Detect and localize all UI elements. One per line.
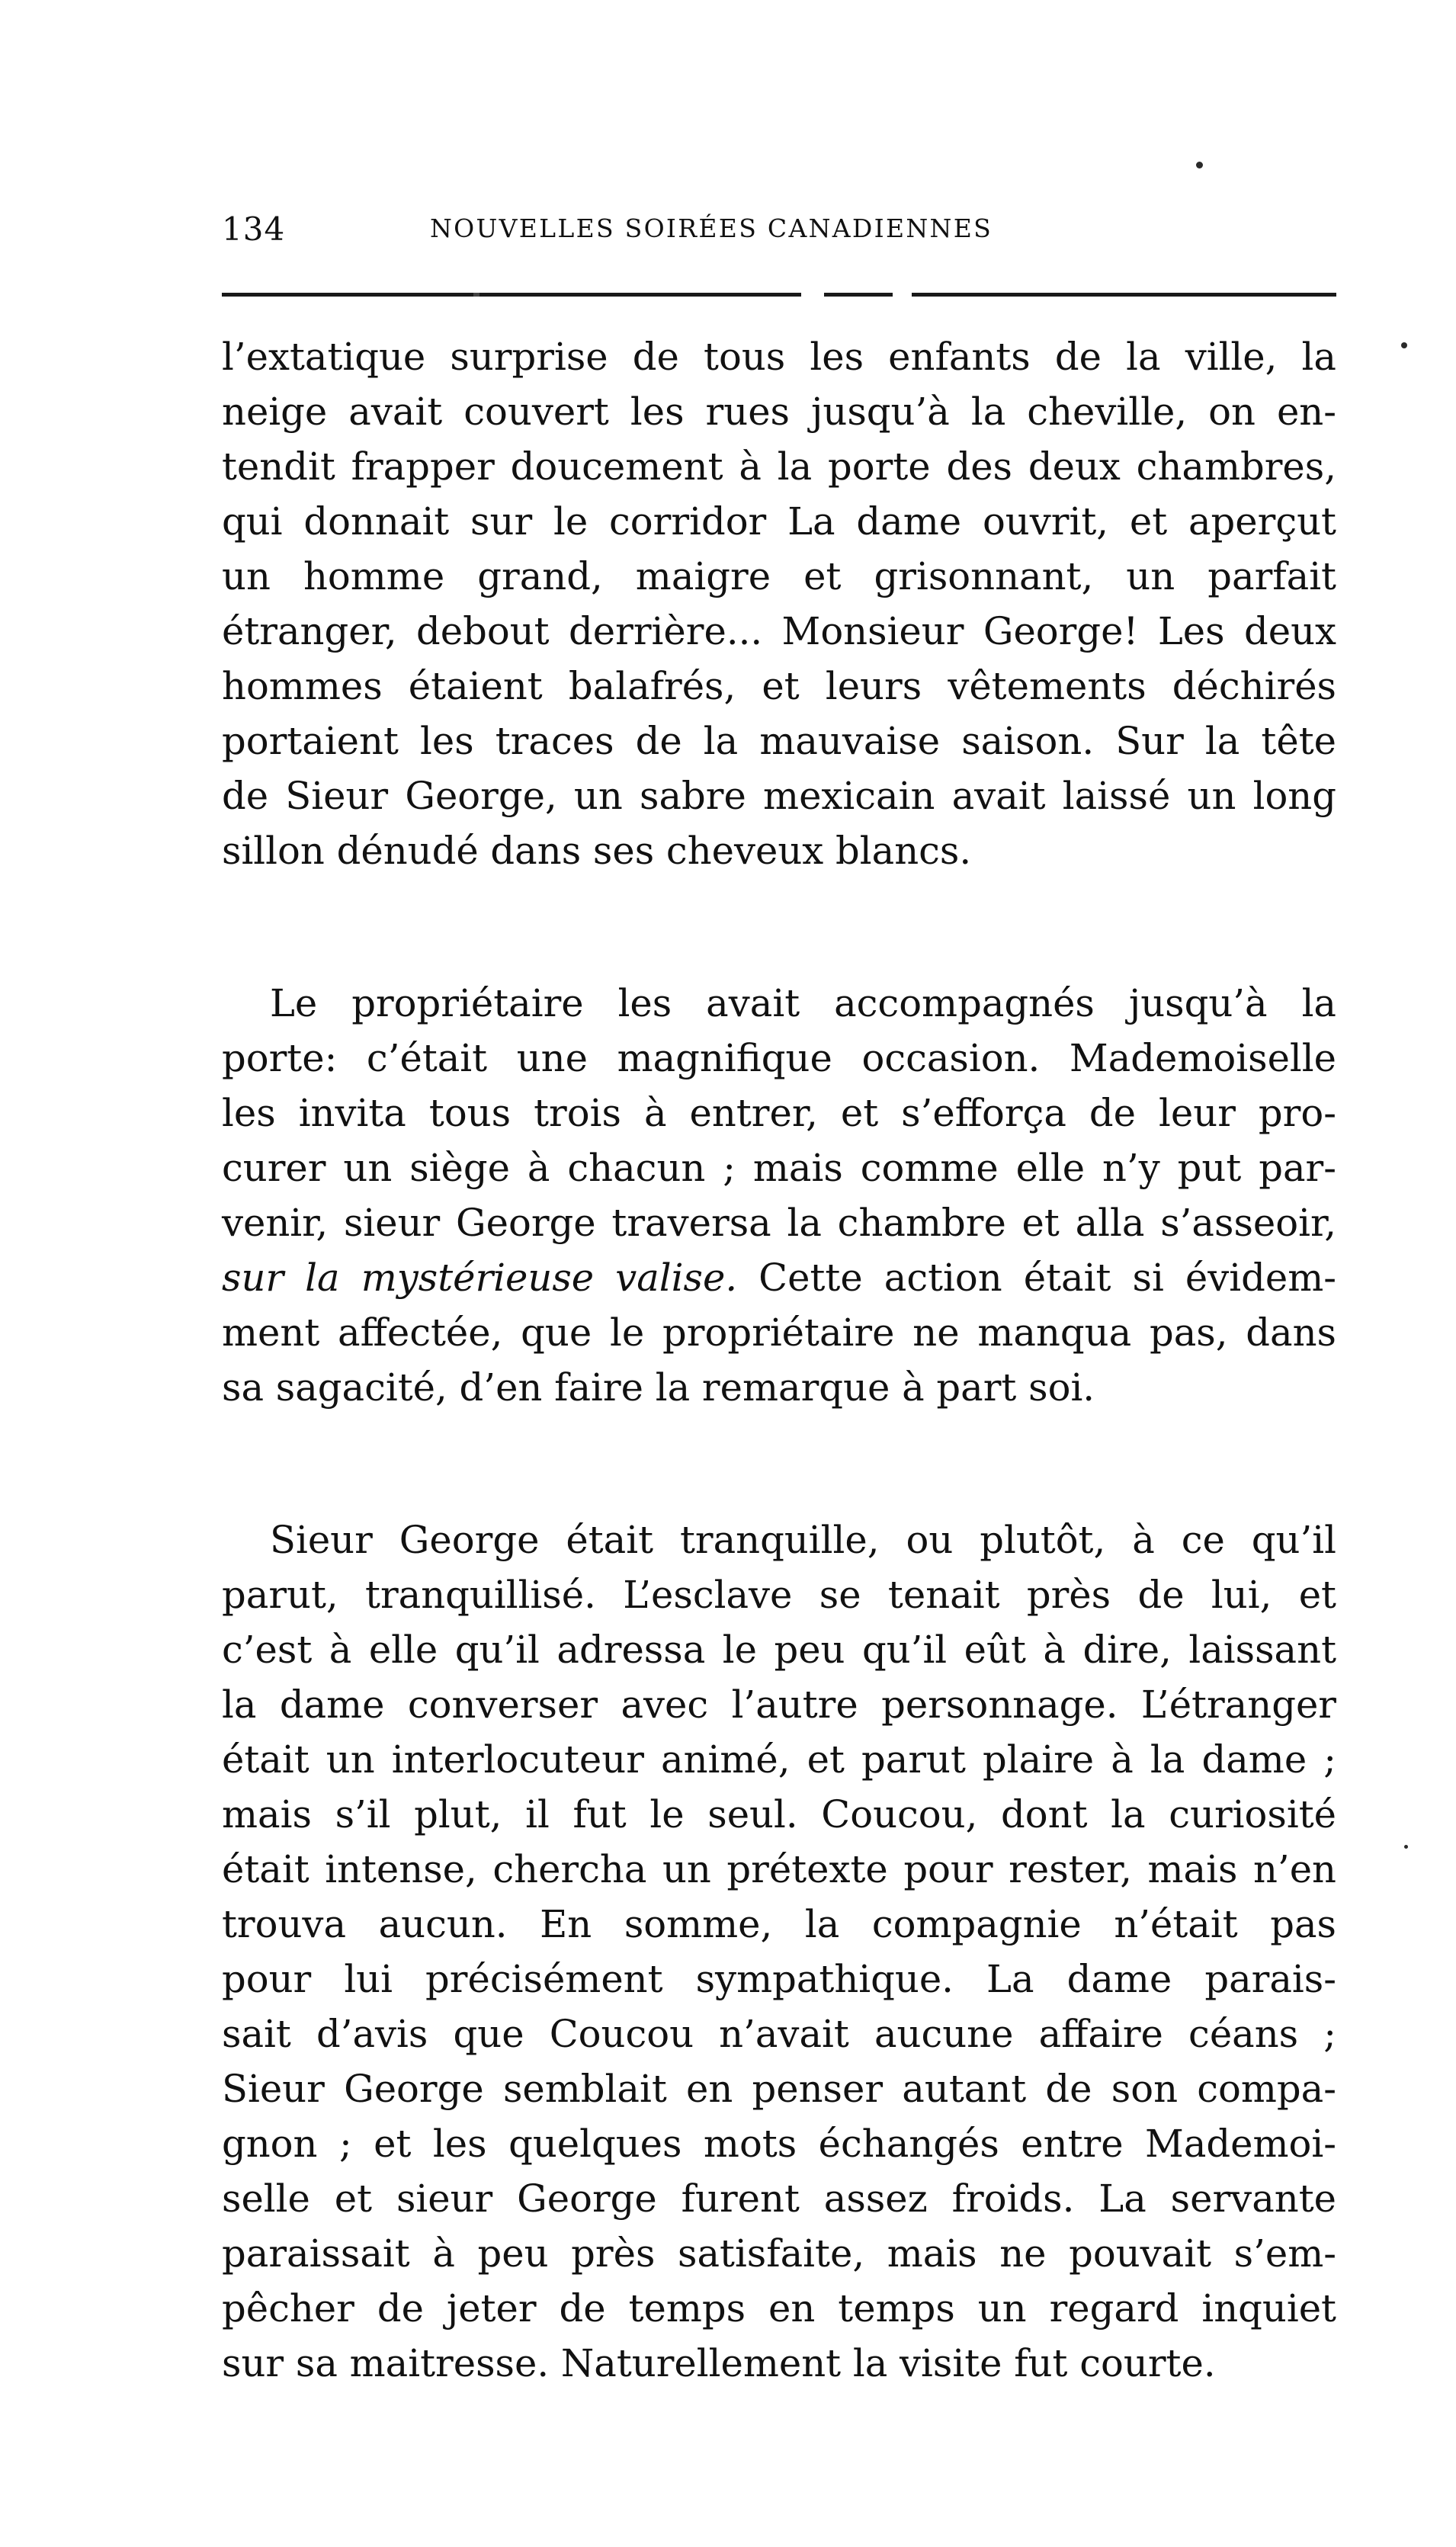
text-line: pour lui précisément sympathique. La dame parais- (222, 1957, 1336, 2001)
text-line: mais s’il plut, il fut le seul. Coucou, dont la curiosité (222, 1792, 1336, 1836)
text-line: l’extatique surprise de tous les enfants de la ville, la (222, 335, 1336, 379)
text-line: sillon dénudé dans ses cheveux blancs. (222, 829, 972, 873)
text-line: tendit frapper doucement à la porte des deux chambres, (222, 444, 1336, 489)
header-rule (222, 293, 1336, 297)
text-line: de Sieur George, un sabre mexicain avait laissé un long (222, 774, 1336, 818)
text-line: était un interlocuteur animé, et parut plaire à la dame ; (222, 1737, 1336, 1782)
text-line: hommes étaient balafrés, et leurs vêtements déchirés (222, 664, 1336, 708)
text-line: c’est à elle qu’il adressa le peu qu’il eût à dire, laissant (222, 1628, 1336, 1672)
body-text (222, 329, 1336, 2391)
text-line-rest: Cette action était si évidem- (737, 1256, 1337, 1300)
text-line: Le propriétaire les avait accompagnés jusqu’à la (270, 981, 1336, 1025)
text-line: venir, sieur George traversa la chambre et alla s’asseoir, (222, 1201, 1336, 1245)
text-line: ment affectée, que le propriétaire ne manqua pas, dans (222, 1310, 1336, 1355)
ink-speck (1404, 1845, 1408, 1849)
ink-speck (1196, 162, 1203, 168)
text-line: paraissait à peu près satisfaite, mais ne pouvait s’em- (222, 2231, 1336, 2276)
text-line: portaient les traces de la mauvaise saison. Sur la tête (222, 719, 1336, 763)
text-line: un homme grand, maigre et grisonnant, un parfait (222, 554, 1336, 598)
text-line: neige avait couvert les rues jusqu’à la cheville, on en- (222, 390, 1336, 434)
text-line: les invita tous trois à entrer, et s’efforça de leur pro- (222, 1091, 1336, 1135)
text-line: était intense, chercha un prétexte pour rester, mais n’en (222, 1847, 1336, 1891)
ink-speck (1401, 342, 1407, 348)
text-line: curer un siège à chacun ; mais comme elle n’y put par- (222, 1146, 1336, 1190)
text-line: sur sa maitresse. Naturellement la visite fut courte. (222, 2341, 1216, 2385)
paragraph-3 (222, 1512, 1336, 2391)
text-line: la dame converser avec l’autre personnage. L’étranger (222, 1682, 1336, 1727)
text-line: trouva aucun. En somme, la compagnie n’était pas (222, 1902, 1336, 1946)
text-line: porte: c’était une magnifique occasion. Mademoiselle (222, 1036, 1336, 1080)
text-line: qui donnait sur le corridor La dame ouvrit, et aperçut (222, 499, 1336, 544)
running-title: NOUVELLES SOIRÉES CANADIENNES (430, 213, 993, 243)
page-header (222, 210, 1335, 256)
text-line: selle et sieur George furent assez froids. La servante (222, 2176, 1336, 2221)
text-line-italic-phrase (222, 1250, 1336, 1305)
page-number: 134 (222, 210, 286, 248)
text-line: étranger, debout derrière... Monsieur George! Les deux (222, 609, 1336, 653)
text-line: sait d’avis que Coucou n’avait aucune affaire céans ; (222, 2012, 1336, 2056)
paragraph-2 (222, 976, 1336, 1415)
italic-phrase: sur la mystérieuse valise. (222, 1256, 738, 1300)
text-line: Sieur George était tranquille, ou plutôt, à ce qu’il (270, 1518, 1336, 1562)
text-line: gnon ; et les quelques mots échangés entre Mademoi- (222, 2122, 1336, 2166)
text-line: pêcher de jeter de temps en temps un regard inquiet (222, 2286, 1336, 2330)
paragraph-1 (222, 329, 1336, 878)
text-line: sa sagacité, d’en faire la remarque à part soi. (222, 1365, 1095, 1410)
text-line: parut, tranquillisé. L’esclave se tenait près de lui, et (222, 1573, 1336, 1617)
text-line: Sieur George semblait en penser autant de son compa- (222, 2067, 1336, 2111)
